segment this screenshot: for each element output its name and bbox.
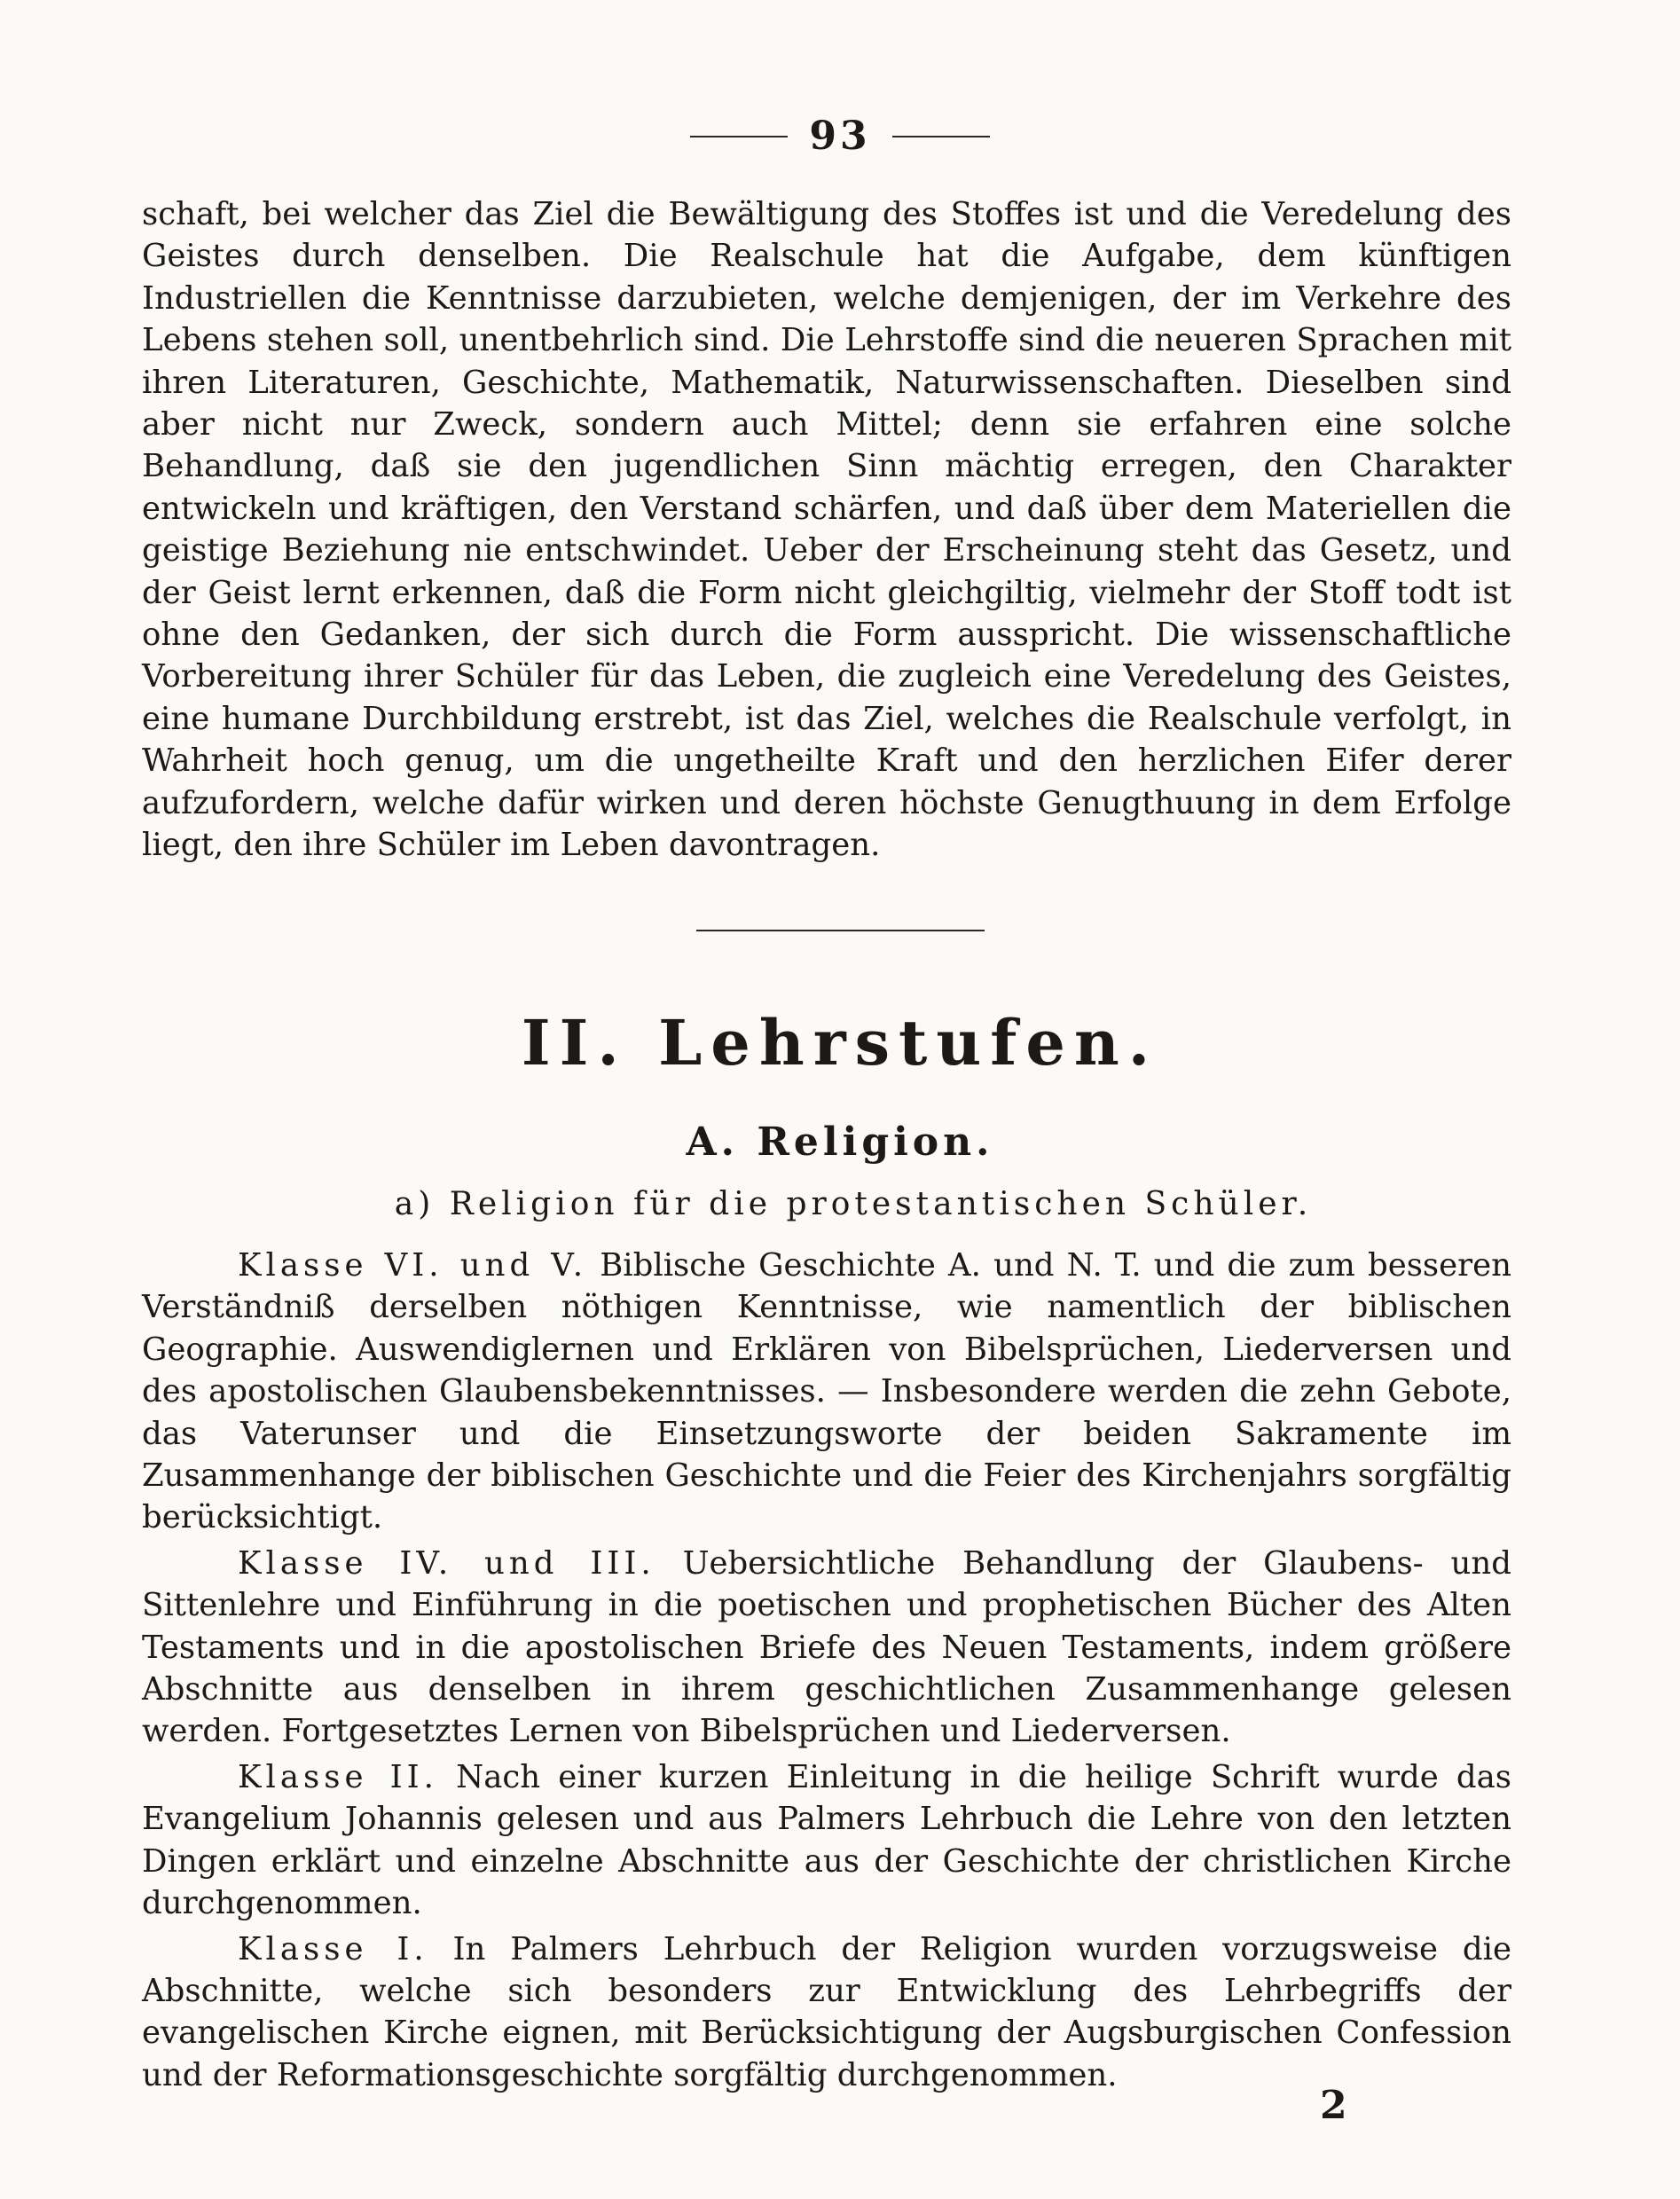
section-divider <box>696 930 985 931</box>
klasse-text: In Palmers Lehrbuch der Religion wurden vorzugsweise die Abschnitte, welche sich besonders zur Entwicklung des Lehrbegriffs der evangelischen Kirche eignen, mit Berücksichtigung der Augsburgischen Confession und der Reformationsgeschichte sorgfältig durchgenommen. <box>142 1930 1511 2093</box>
intro-paragraph-text: schaft, bei welcher das Ziel die Bewältigung des Stoffes ist und die Veredelung des Geistes durch denselben. Die Realschule hat die Aufgabe, dem künftigen Industriellen die Kenntnisse darzubieten, welche demjenigen, der im Verkehre des Lebens stehen soll, unentbehrlich sind. Die Lehrstoffe sind die neueren Sprachen mit ihren Literaturen, Geschichte, Mathematik, Naturwissenschaften. Dieselben sind aber nicht nur Zweck, sondern auch Mittel; denn sie erfahren eine solche Behandlung, daß sie den jugendlichen Sinn mächtig erregen, den Charakter entwickeln und kräftigen, den Verstand schärfen, und daß über dem Materiellen die geistige Beziehung nie entschwindet. Ueber der Erscheinung steht das Gesetz, und der Geist lernt erkennen, daß die Form nicht gleichgiltig, vielmehr der Stoff todt ist ohne den Gedanken, der sich durch die Form ausspricht. Die wissenschaftliche Vorbereitung ihrer Schüler für das Leben, die zugleich eine Veredelung des Geistes, eine humane Durchbildung erstrebt, ist das Ziel, welches die Realschule verfolgt, in Wahrheit hoch genug, um die ungetheilte Kraft und den herzlichen Eifer derer aufzufordern, welche dafür wirken und deren höchste Genugthuung in dem Erfolge liegt, den ihre Schüler im Leben davontragen. <box>142 196 1511 864</box>
klasse-text: Uebersichtliche Behandlung der Glaubens- und Sittenlehre und Einführung in die poetischen und prophetischen Bücher des Alten Testaments und in die apostolischen Briefe des Neuen Testaments, indem größere Abschnitte aus denselben in ihrem geschichtlichen Zusammenhange gelesen werden. Fortgesetztes Lernen von Bibelsprüchen und Liederversen. <box>142 1544 1511 1750</box>
klasse-label: Klasse I. <box>238 1930 428 1967</box>
klasse-label: Klasse II. <box>238 1758 438 1795</box>
header-rule-right <box>892 136 990 137</box>
klasse-label: Klasse VI. und V. <box>238 1247 588 1284</box>
klasse-text: Biblische Geschichte A. und N. T. und die zum besseren Verständniß derselben nöthigen Kenntnisse, wie namentlich der biblischen Geographie. Auswendiglernen und Erklären von Bibelsprüchen, Liederversen und des apostolischen Glaubensbekenntnisses. — Insbesondere werden die zehn Gebote, das Vaterunser und die Einsetzungsworte der beiden Sakramente im Zusammenhange der biblischen Geschichte und die Feier des Kirchenjahrs sorgfältig berücksichtigt. <box>142 1247 1511 1536</box>
page-number: 93 <box>809 114 871 159</box>
signature-mark: 2 <box>1320 2083 1347 2128</box>
klasse-paragraph <box>142 1543 1511 1753</box>
klasse-paragraph <box>142 1928 1511 2097</box>
header-rule-left <box>690 136 788 137</box>
section-title: A. Religion. <box>686 1119 994 1165</box>
klasse-text: Nach einer kurzen Einleitung in die heilige Schrift wurde das Evangelium Johannis gelesen und aus Palmers Lehrbuch die Lehre von den letzten Dingen erklärt und einzelne Abschnitte aus der Geschichte der christlichen Kirche durchgenommen. <box>142 1758 1511 1922</box>
klasse-paragraph <box>142 1245 1511 1539</box>
chapter-title: II. Lehrstufen. <box>521 1006 1159 1080</box>
subsection-title: a) Religion für die protestantischen Schüler. <box>394 1186 1313 1222</box>
page-header <box>0 114 1680 159</box>
klasse-paragraph <box>142 1756 1511 1925</box>
klassen-list <box>142 1245 1511 2096</box>
intro-paragraph <box>142 193 1511 867</box>
klasse-label: Klasse IV. und III. <box>238 1544 656 1582</box>
